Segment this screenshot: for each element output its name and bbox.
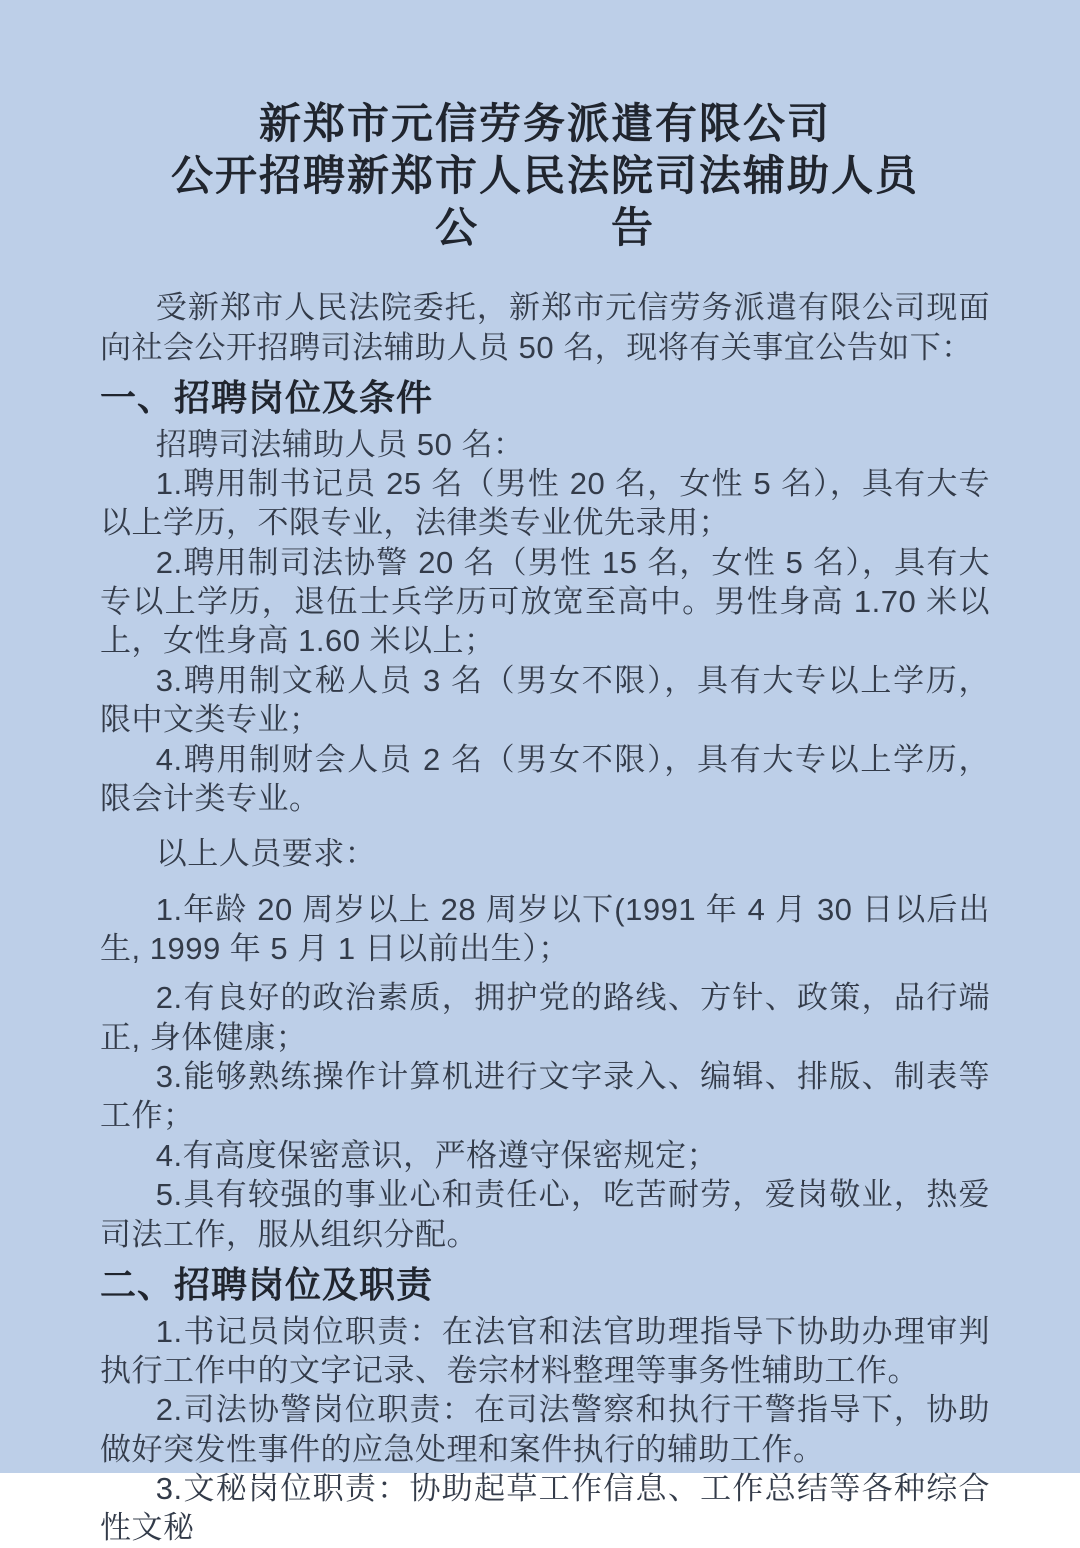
document-body — [100, 288, 990, 1548]
requirement-political: 2.有良好的政治素质，拥护党的路线、方针、政策，品行端正, 身体健康； — [100, 980, 990, 1055]
requirements-intro-line: 以上人员要求： — [155, 836, 377, 872]
duty-bailiff: 2.司法协警岗位职责：在司法警察和执行干警指导下，协助做好突发性事件的应急处理和案件执行的辅助工作。 — [100, 1392, 990, 1467]
title-recruitment-subject: 公开招聘新郑市人民法院司法辅助人员 — [170, 152, 919, 200]
requirement-dedication: 5.具有较强的事业心和责任心，吃苦耐劳，爱岗敬业，热爱司法工作，服从组织分配。 — [100, 1177, 990, 1252]
position-item-clerk: 1.聘用制书记员 25 名（男性 20 名，女性 5 名），具有大专以上学历，不限专业，法律类专业优先录用； — [100, 466, 990, 541]
section-1-heading: 一、招聘岗位及条件 — [100, 376, 434, 418]
requirement-age: 1.年龄 20 周岁以上 28 周岁以下(1991 年 4 月 30 日以后出生, 1999 年 5 月 1 日以前出生）； — [100, 891, 990, 966]
position-item-accounting: 4.聘用制财会人员 2 名（男女不限），具有大专以上学历，限会计类专业。 — [100, 741, 990, 816]
requirement-computer: 3.能够熟练操作计算机进行文字录入、编辑、排版、制表等工作； — [100, 1059, 990, 1134]
duty-secretary: 3.文秘岗位职责：协助起草工作信息、工作总结等各种综合性文秘 — [100, 1471, 990, 1546]
section-2-heading: 二、招聘岗位及职责 — [100, 1263, 434, 1305]
document-title — [100, 98, 990, 254]
duty-clerk: 1.书记员岗位职责：在法官和法官助理指导下协助办理审判执行工作中的文字记录、卷宗材料整理等事务性辅助工作。 — [100, 1313, 990, 1388]
position-item-bailiff: 2.聘用制司法协警 20 名（男性 15 名，女性 5 名），具有大专以上学历，退伍士兵学历可放宽至高中。男性身高 1.70 米以上，女性身高 1.60 米以上； — [100, 544, 990, 659]
recruit-total-line: 招聘司法辅助人员 50 名： — [155, 426, 525, 462]
requirement-confidentiality: 4.有高度保密意识，严格遵守保密规定； — [155, 1137, 719, 1173]
title-notice-word: 公 告 — [434, 204, 655, 252]
intro-paragraph: 受新郑市人民法院委托，新郑市元信劳务派遣有限公司现面向社会公开招聘司法辅助人员 50 名，现将有关事宜公告如下： — [100, 290, 990, 365]
title-company-name: 新郑市元信劳务派遣有限公司 — [258, 100, 831, 147]
position-item-secretary: 3.聘用制文秘人员 3 名（男女不限），具有大专以上学历，限中文类专业； — [100, 662, 990, 738]
